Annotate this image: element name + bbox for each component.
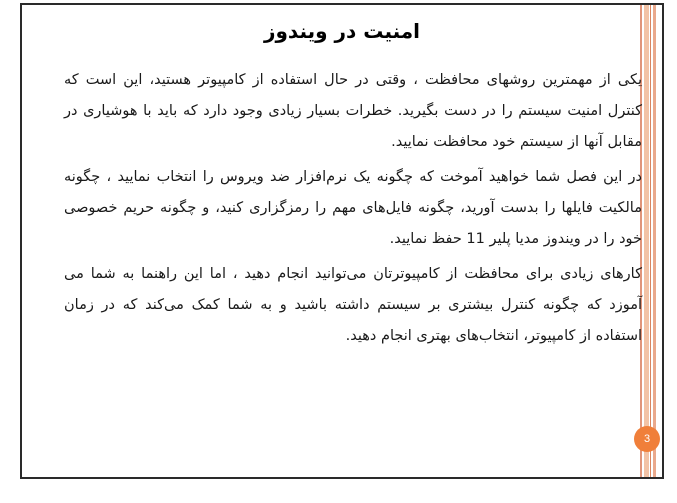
paragraph-guide: کارهای زیادی برای محافظت از کامپیوترتان می‌توانید انجام دهید ، اما این راهنما به شما می آموزد که چگونه کنترل بیشتری بر سیستم داشته باشید و به شما کمک می‌کند که در زمان استفاده از کامپیوتر، انتخاب‌های بهتری انجام دهید. bbox=[64, 266, 642, 344]
paragraph-chapter-topics: در این فصل شما خواهید آموخت که چگونه یک نرم‌افزار ضد ویروس را انتخاب نمایید ، چگونه مالکیت فایلها را بدست آورید، چگونه فایل‌های مهم را رمزگزاری کنید، و چگونه حریم خصوصی خود را در ویندوز مدیا پلیر 11 حفظ نمایید. bbox=[64, 169, 642, 247]
decorative-stripes bbox=[640, 5, 656, 477]
slide-frame bbox=[20, 3, 664, 479]
paragraph-intro: یکی از مهمترین روشهای محافظت ، وقتی در حال استفاده از کامپیوتر هستید، این است که کنترل امنیت سیستم را در دست بگیرید. خطرات بسیار زیادی وجود دارد که باید با هوشیاری در مقابل آنها از سیستم خود محافظت نمایید. bbox=[64, 72, 642, 150]
stripe bbox=[650, 5, 651, 477]
stripe bbox=[644, 5, 649, 477]
page-number-badge: 3 bbox=[634, 426, 660, 452]
slide-body bbox=[64, 65, 642, 356]
slide-title: امنیت در ویندوز bbox=[263, 19, 421, 43]
stripe bbox=[653, 5, 656, 477]
